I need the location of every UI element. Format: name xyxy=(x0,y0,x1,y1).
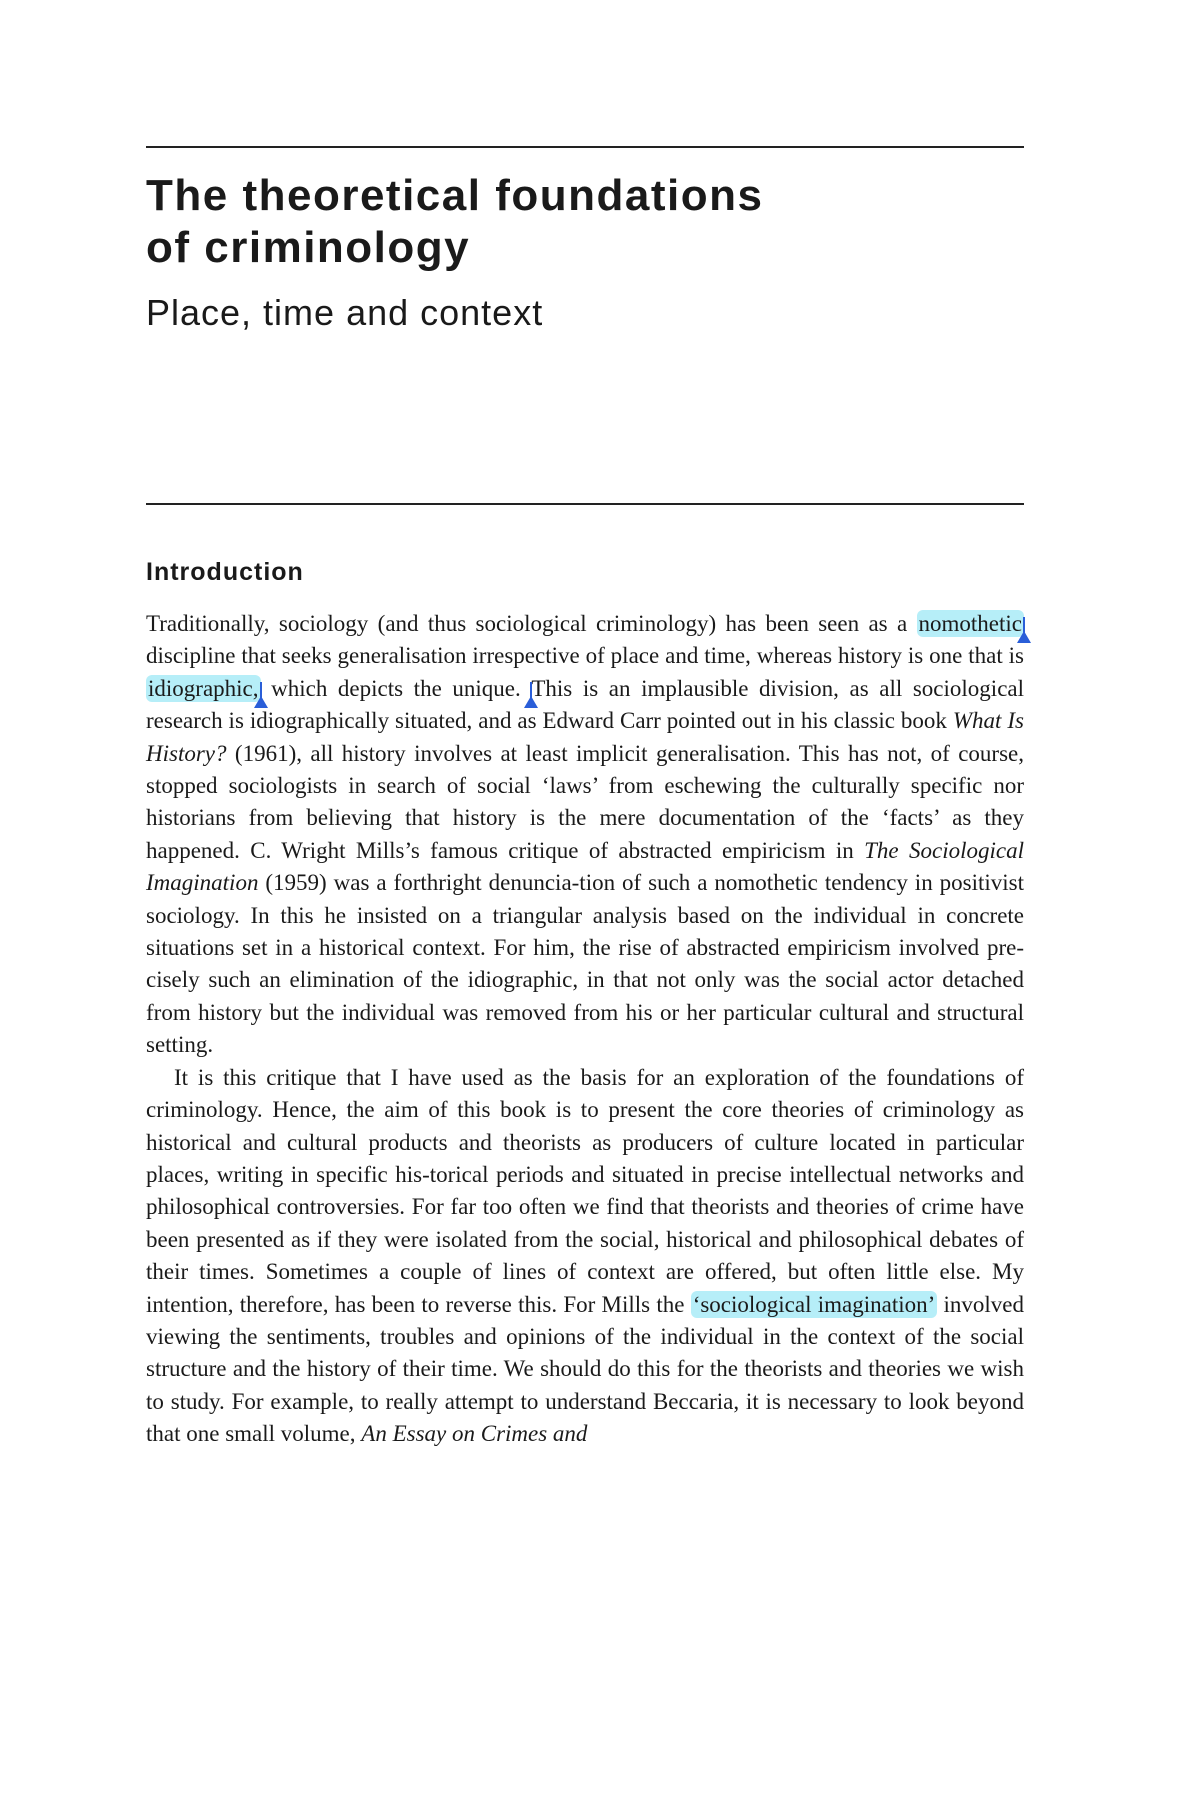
section-heading: Introduction xyxy=(146,558,304,586)
paragraph-1 xyxy=(146,608,1024,1062)
highlight-nomothetic[interactable]: nomothetic xyxy=(918,611,1022,636)
text-run: (1959) was a forthright denuncia-tion of such a nomothetic tendency in positivist sociology. In this he insisted on a triangular analysis based on the individual in concrete situations set in a historical context. For him, the rise of abstracted empiricism involved pre-cisely such an elimination of the idiographic, in that not only was the social actor detached from history but the individual was removed from his or her particular cultural and structural setting. xyxy=(146,870,1024,1058)
chapter-subtitle: Place, time and context xyxy=(146,292,544,333)
text-run: which depicts the unique. xyxy=(260,675,532,701)
chapter-title-line-2: of criminology xyxy=(146,223,471,272)
top-rule xyxy=(146,146,1024,148)
text-run: discipline that seeks generalisation irrespective of place and time, whereas history is one that is xyxy=(146,643,1024,669)
highlight-sociological-imagination[interactable]: ‘sociological imagination’ xyxy=(692,1291,936,1317)
body-text xyxy=(146,608,1024,1451)
highlight-idiographic[interactable]: idiographic, xyxy=(148,675,259,701)
book-title-sociological-imagination: The Sociological Imagination xyxy=(146,837,1024,896)
book-title-essay-on-crimes: An Essay on Crimes and xyxy=(361,1421,588,1447)
book-title-what-is-history: What Is History? xyxy=(146,708,1024,766)
text-run: involved viewing the sentiments, troubles and opinions of the individual in the context of the social structure and the history of their time. We should do this for the theorists and theories we wish to study. For example, to really attempt to understand Beccaria, it is necessary to look beyond that one small volume, xyxy=(146,1291,1024,1447)
chapter-title-line-1: The theoretical foundations xyxy=(146,171,764,220)
text-run: Traditionally, sociology (and thus sociological criminology) has been seen as a xyxy=(146,611,917,636)
text-run: This is an implausible division, as all sociological research is idiographically situated, and as Edward Carr pointed out in his classic book xyxy=(146,675,1024,734)
text-run: (1961), all history involves at least implicit generalisation. This has not, of course, stopped sociologists in search of social ‘laws’ from eschewing the culturally specific nor historians from believing that history is the mere documentation of the ‘facts’ as they happened. C. Wright Mills’s famous critique of abstracted empiricism in xyxy=(146,740,1024,863)
text-run: It is this critique that I have used as the basis for an exploration of the foundations of criminology. Hence, the aim of this book is to present the core theories of criminology as historical and cultural products and theorists as producers of culture located in particular places, writing in specific his-torical periods and situated in precise intellectual networks and philosophical controversies. For far too often we find that theorists and theories of crime have been presented as if they were isolated from the social, historical and philosophical debates of their times. Sometimes a couple of lines of context are offered, but often little else. My intention, therefore, has been to reverse this. For Mills the xyxy=(146,1064,1024,1317)
paragraph-2 xyxy=(146,1062,1024,1451)
chapter-title xyxy=(146,170,1026,274)
section-rule xyxy=(146,503,1024,505)
